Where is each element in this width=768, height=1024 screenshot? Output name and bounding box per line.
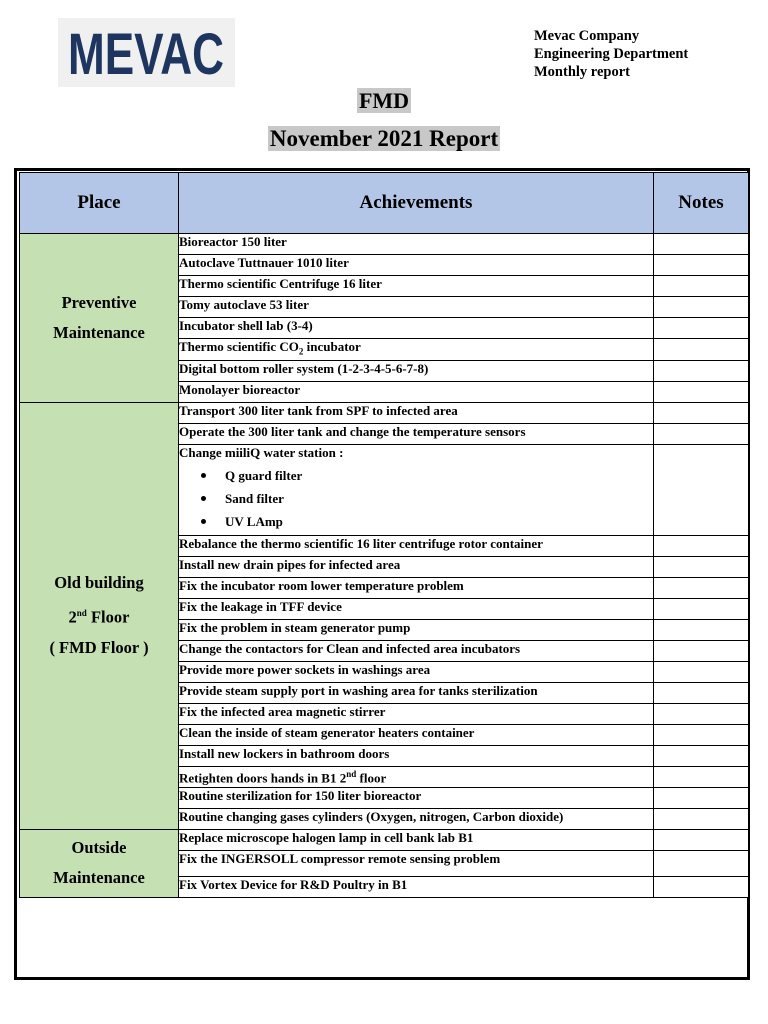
achievement-cell: Rebalance the thermo scientific 16 liter centrifuge rotor container [179, 535, 654, 556]
notes-cell [654, 360, 749, 381]
achievement-cell: Autoclave Tuttnauer 1010 liter [179, 255, 654, 276]
place-label-line: Outside [71, 838, 127, 858]
place-label-line: Old building [54, 573, 144, 593]
bullet-text: UV LAmp [225, 513, 283, 529]
notes-cell [654, 318, 749, 339]
achievement-cell-retighten: Retighten doors hands in B1 2nd floor [179, 766, 654, 787]
bullet-icon [201, 496, 206, 501]
bullet-icon [201, 519, 206, 524]
header-achievements: Achievements [179, 173, 654, 234]
achievement-cell: Tomy autoclave 53 liter [179, 297, 654, 318]
bullet-text: Q guard filter [225, 467, 303, 483]
department-name: Engineering Department [534, 46, 689, 62]
document-subtitle [0, 126, 768, 152]
place-old-building [20, 402, 179, 829]
achievement-cell: Thermo scientific Centrifuge 16 liter [179, 276, 654, 297]
achievement-cell: Routine sterilization for 150 liter bioreactor [179, 787, 654, 808]
report-table [19, 172, 749, 898]
notes-cell [654, 339, 749, 361]
notes-cell [654, 850, 749, 876]
achievement-cell: Operate the 300 liter tank and change the temperature sensors [179, 423, 654, 444]
place-label-line: ( FMD Floor ) [49, 637, 149, 657]
place-label-line: Maintenance [53, 322, 145, 342]
achievement-cell: Digital bottom roller system (1-2-3-4-5-6-7-8) [179, 360, 654, 381]
achievement-cell: Fix the infected area magnetic stirrer [179, 703, 654, 724]
document-subtitle-text: November 2021 Report [269, 126, 499, 151]
place-label-line [20, 598, 178, 633]
achievement-cell: Change the contactors for Clean and infected area incubators [179, 640, 654, 661]
notes-cell [654, 402, 749, 423]
notes-cell [654, 876, 749, 897]
achievement-cell: Install new drain pipes for infected area [179, 556, 654, 577]
company-info [534, 27, 688, 81]
notes-cell [654, 423, 749, 444]
notes-cell [654, 234, 749, 255]
achievement-cell: Incubator shell lab (3-4) [179, 318, 654, 339]
milliq-heading: Change miiliQ water station : [179, 444, 344, 460]
achievement-cell: Fix Vortex Device for R&D Poultry in B1 [179, 876, 654, 897]
achievement-cell: Fix the leakage in TFF device [179, 598, 654, 619]
bullet-text: Sand filter [225, 490, 284, 506]
achievement-cell: Fix the INGERSOLL compressor remote sensing problem [179, 850, 654, 876]
notes-cell [654, 661, 749, 682]
table-row [20, 234, 749, 255]
achievement-cell: Transport 300 liter tank from SPF to infected area [179, 402, 654, 423]
table-row [20, 829, 749, 850]
list-item [225, 464, 653, 487]
achievement-cell: Provide steam supply port in washing area for tanks sterilization [179, 682, 654, 703]
notes-cell [654, 745, 749, 766]
document-title-text: FMD [358, 88, 410, 113]
place-label-line: Maintenance [53, 868, 145, 888]
notes-cell [654, 556, 749, 577]
notes-cell [654, 444, 749, 535]
bullet-icon [201, 473, 206, 478]
place-label-line: Preventive [61, 292, 137, 312]
notes-cell [654, 724, 749, 745]
achievement-cell: Bioreactor 150 liter [179, 234, 654, 255]
header-place: Place [20, 173, 179, 234]
table-row [20, 402, 749, 423]
notes-cell [654, 577, 749, 598]
notes-cell [654, 682, 749, 703]
achievement-cell: Fix the problem in steam generator pump [179, 619, 654, 640]
table-header-row [20, 173, 749, 234]
mevac-logo-icon [66, 22, 228, 87]
notes-cell [654, 276, 749, 297]
achievement-cell: Monolayer bioreactor [179, 381, 654, 402]
achievement-cell: Routine changing gases cylinders (Oxygen, nitrogen, Carbon dioxide) [179, 808, 654, 829]
place-preventive-maintenance [20, 234, 179, 403]
notes-cell [654, 787, 749, 808]
floor-word: Floor [86, 607, 130, 627]
notes-cell [654, 640, 749, 661]
report-type: Monthly report [534, 64, 630, 80]
achievement-cell: Clean the inside of steam generator heaters container [179, 724, 654, 745]
notes-cell [654, 255, 749, 276]
achievement-cell: Provide more power sockets in washings area [179, 661, 654, 682]
notes-cell [654, 535, 749, 556]
company-logo [58, 18, 235, 87]
achievement-cell-co2: Thermo scientific $CO_2$ incubator [179, 339, 654, 361]
company-name: Mevac Company [534, 28, 640, 44]
header-notes: Notes [654, 173, 749, 234]
notes-cell [654, 766, 749, 787]
achievement-cell: Install new lockers in bathroom doors [179, 745, 654, 766]
notes-cell [654, 808, 749, 829]
logo-text: MEVAC [68, 22, 224, 87]
floor-number: 2 [68, 607, 77, 627]
achievement-cell: Replace microscope halogen lamp in cell bank lab B1 [179, 829, 654, 850]
document-title [0, 88, 768, 114]
achievement-cell: Fix the incubator room lower temperature problem [179, 577, 654, 598]
list-item [225, 487, 653, 510]
floor-suffix: nd [76, 608, 87, 619]
notes-cell [654, 297, 749, 318]
milliq-bullet-list [179, 464, 653, 533]
notes-cell [654, 829, 749, 850]
notes-cell [654, 598, 749, 619]
notes-cell [654, 703, 749, 724]
achievement-cell-milliq [179, 444, 654, 535]
notes-cell [654, 619, 749, 640]
notes-cell [654, 381, 749, 402]
place-outside-maintenance [20, 829, 179, 897]
list-item [225, 510, 653, 533]
